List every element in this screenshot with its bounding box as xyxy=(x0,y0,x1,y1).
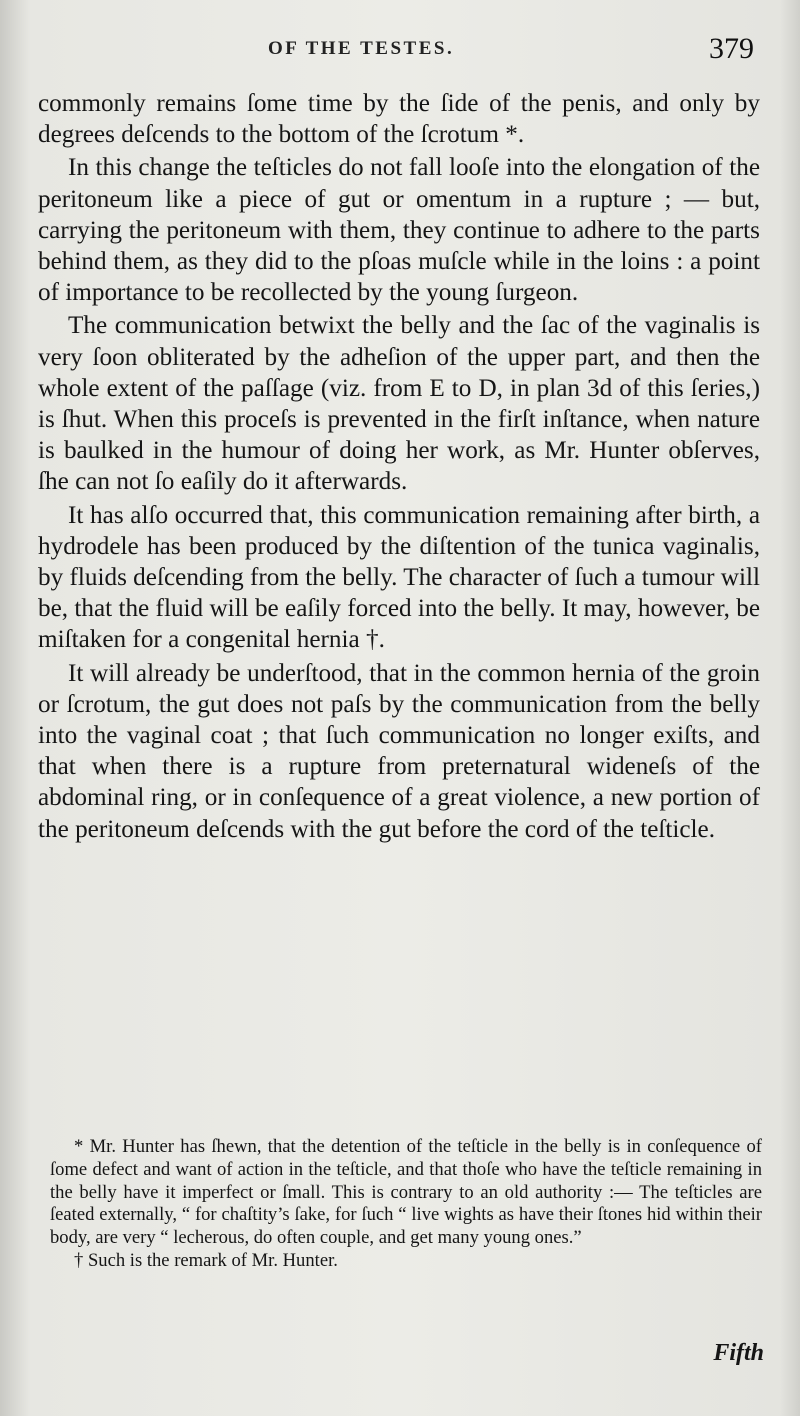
running-head-title: OF THE TESTES. xyxy=(268,38,455,59)
catchword: Fifth xyxy=(713,1340,764,1366)
paragraph-continued: commonly remains ſome time by the ſide of the penis, and only by degrees deſcends to the bottom of the ſcrotum *. xyxy=(38,90,760,149)
running-head xyxy=(0,32,800,68)
paragraph: The communication betwixt the belly and the ſac of the vaginalis is very ſoon obliterated by the adheſion of the upper part, and then the whole extent of the paſſage (viz. from E to D, in plan 3d of this ſeries,) is ſhut. When this proceſs is prevented in the firſt inſtance, when nature is baulked in the humour of doing her work, as Mr. Hunter obſerves, ſhe can not ſo eaſily do it afterwards. xyxy=(38,312,760,496)
footnote: * Mr. Hunter has ſhewn, that the detention of the teſticle in the belly is in conſequence of ſome defect and want of action in the teſticle, and that thoſe who have the teſticle remaining in the belly have it imperfect or ſmall. This is contrary to an old authority :— The teſticles are ſeated externally, “ for chaſtity’s ſake, for ſuch “ live wights as have their ſtones hid within their body, are very “ lecherous, do often couple, and get many young ones.” xyxy=(50,1136,762,1249)
paragraph: It has alſo occurred that, this communication remaining after birth, a hydrodele has been produced by the diſtention of the tunica vaginalis, by fluids deſcending from the belly. The character of ſuch a tumour will be, that the fluid will be eaſily forced into the belly. It may, however, be miſtaken for a congenital hernia †. xyxy=(38,501,760,654)
footnote: † Such is the remark of Mr. Hunter. xyxy=(74,1249,338,1271)
body-text xyxy=(38,88,760,847)
paragraph: It will already be underſtood, that in the common hernia of the groin or ſcrotum, the gut does not paſs by the communication from the belly into the vaginal coat ; that ſuch communication no longer exiſts, and that when there is a rupture from preternatural wideneſs of the abdominal ring, or in conſequence of a great violence, a new portion of the peritoneum deſcends with the gut before the cord of the teſticle. xyxy=(38,659,760,843)
paragraph: In this change the teſticles do not fall looſe into the elongation of the peritoneum like a piece of gut or omentum in a rupture ; — but, carrying the peritoneum with them, they continue to adhere to the parts behind them, as they did to the pſoas muſcle while in the loins : a point of importance to be recollected by the young ſurgeon. xyxy=(38,154,760,307)
footnotes xyxy=(50,1136,762,1273)
page-number: 379 xyxy=(709,32,754,65)
